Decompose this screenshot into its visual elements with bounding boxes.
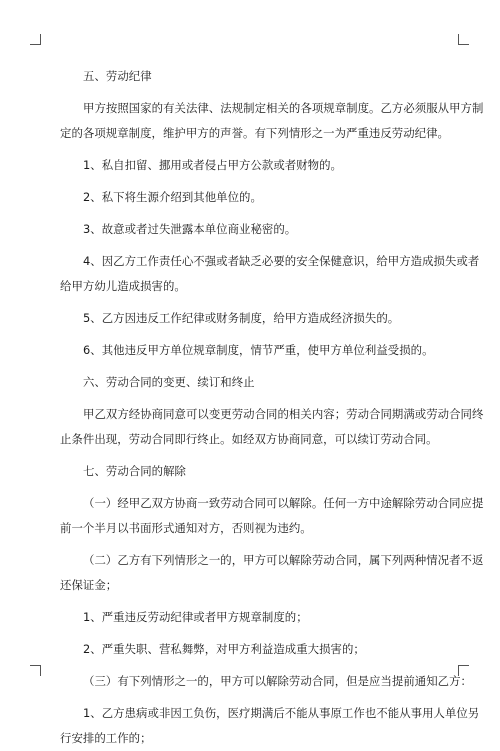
document-line: 五、劳动纪律	[83, 69, 152, 83]
paragraph-gap	[60, 484, 446, 491]
paragraph-gap	[60, 210, 446, 217]
paragraph-gap	[60, 363, 446, 370]
document-line: 止条件出现，劳动合同即行终止。如经双方协商同意，可以续订劳动合同。	[60, 432, 438, 446]
document-line: 2、私下将生源介绍到其他单位的。	[83, 190, 262, 204]
document-line: 6、其他违反甲方单位规章制度，情节严重，使甲方单位利益受损的。	[83, 343, 434, 357]
document-line: 前一个半月以书面形式通知对方，否则视为违约。	[60, 521, 312, 535]
paragraph-gap	[60, 541, 446, 548]
paragraph-gap	[60, 694, 446, 701]
document-line: （三）有下列情形之一的，甲方可以解除劳动合同，但是应当提前通知乙方：	[83, 674, 472, 688]
paragraph-gap	[60, 452, 446, 459]
document-line: 1、私自扣留、挪用或者侵占甲方公款或者财物的。	[83, 158, 342, 172]
document-line: 甲乙双方经协商同意可以变更劳动合同的相关内容；劳动合同期满或劳动合同终	[83, 407, 484, 421]
document-line: 六、劳动合同的变更、续订和终止	[83, 375, 255, 389]
paragraph-gap	[60, 395, 446, 402]
crop-mark-top-right	[458, 34, 469, 45]
paragraph-gap	[60, 331, 446, 338]
document-line: 给甲方幼儿造成损害的。	[60, 279, 186, 293]
crop-mark-bottom-left	[30, 665, 41, 676]
document-line: 1、严重违反劳动纪律或者甲方规章制度的；	[83, 610, 308, 624]
document-line: 甲方按照国家的有关法律、法规制定相关的各项规章制度。乙方必须服从甲方制	[83, 101, 484, 115]
paragraph-gap	[60, 598, 446, 605]
crop-mark-top-left	[30, 34, 41, 45]
document-line: 3、故意或者过失泄露本单位商业秘密的。	[83, 222, 297, 236]
document-line: 还保证金；	[60, 578, 118, 592]
paragraph-gap	[60, 242, 446, 249]
document-line: 行安排的工作的；	[60, 731, 152, 745]
paragraph-gap	[60, 178, 446, 185]
paragraph-gap	[60, 89, 446, 96]
document-line: 5、乙方因违反工作纪律或财务制度，给甲方造成经济损失的。	[83, 311, 400, 325]
paragraph-gap	[60, 662, 446, 669]
document-body	[60, 64, 484, 751]
document-line: 定的各项规章制度，维护甲方的声誉。有下列情形之一为严重违反劳动纪律。	[60, 126, 449, 140]
document-line: 1、乙方患病或非因工负伤，医疗期满后不能从事原工作也不能从事用人单位另	[83, 706, 480, 720]
paragraph-gap	[60, 299, 446, 306]
document-line: 七、劳动合同的解除	[83, 464, 186, 478]
document-line: 2、严重失职、营私舞弊，对甲方利益造成重大损害的；	[83, 642, 365, 656]
paragraph-gap	[60, 146, 446, 153]
document-line: （二）乙方有下列情形之一的，甲方可以解除劳动合同，属下列两种情况者不返	[83, 553, 484, 567]
document-line: （一）经甲乙双方协商一致劳动合同可以解除。任何一方中途解除劳动合同应提	[83, 496, 484, 510]
document-line: 4、因乙方工作责任心不强或者缺乏必要的安全保健意识，给甲方造成损失或者	[83, 254, 480, 268]
paragraph-gap	[60, 630, 446, 637]
